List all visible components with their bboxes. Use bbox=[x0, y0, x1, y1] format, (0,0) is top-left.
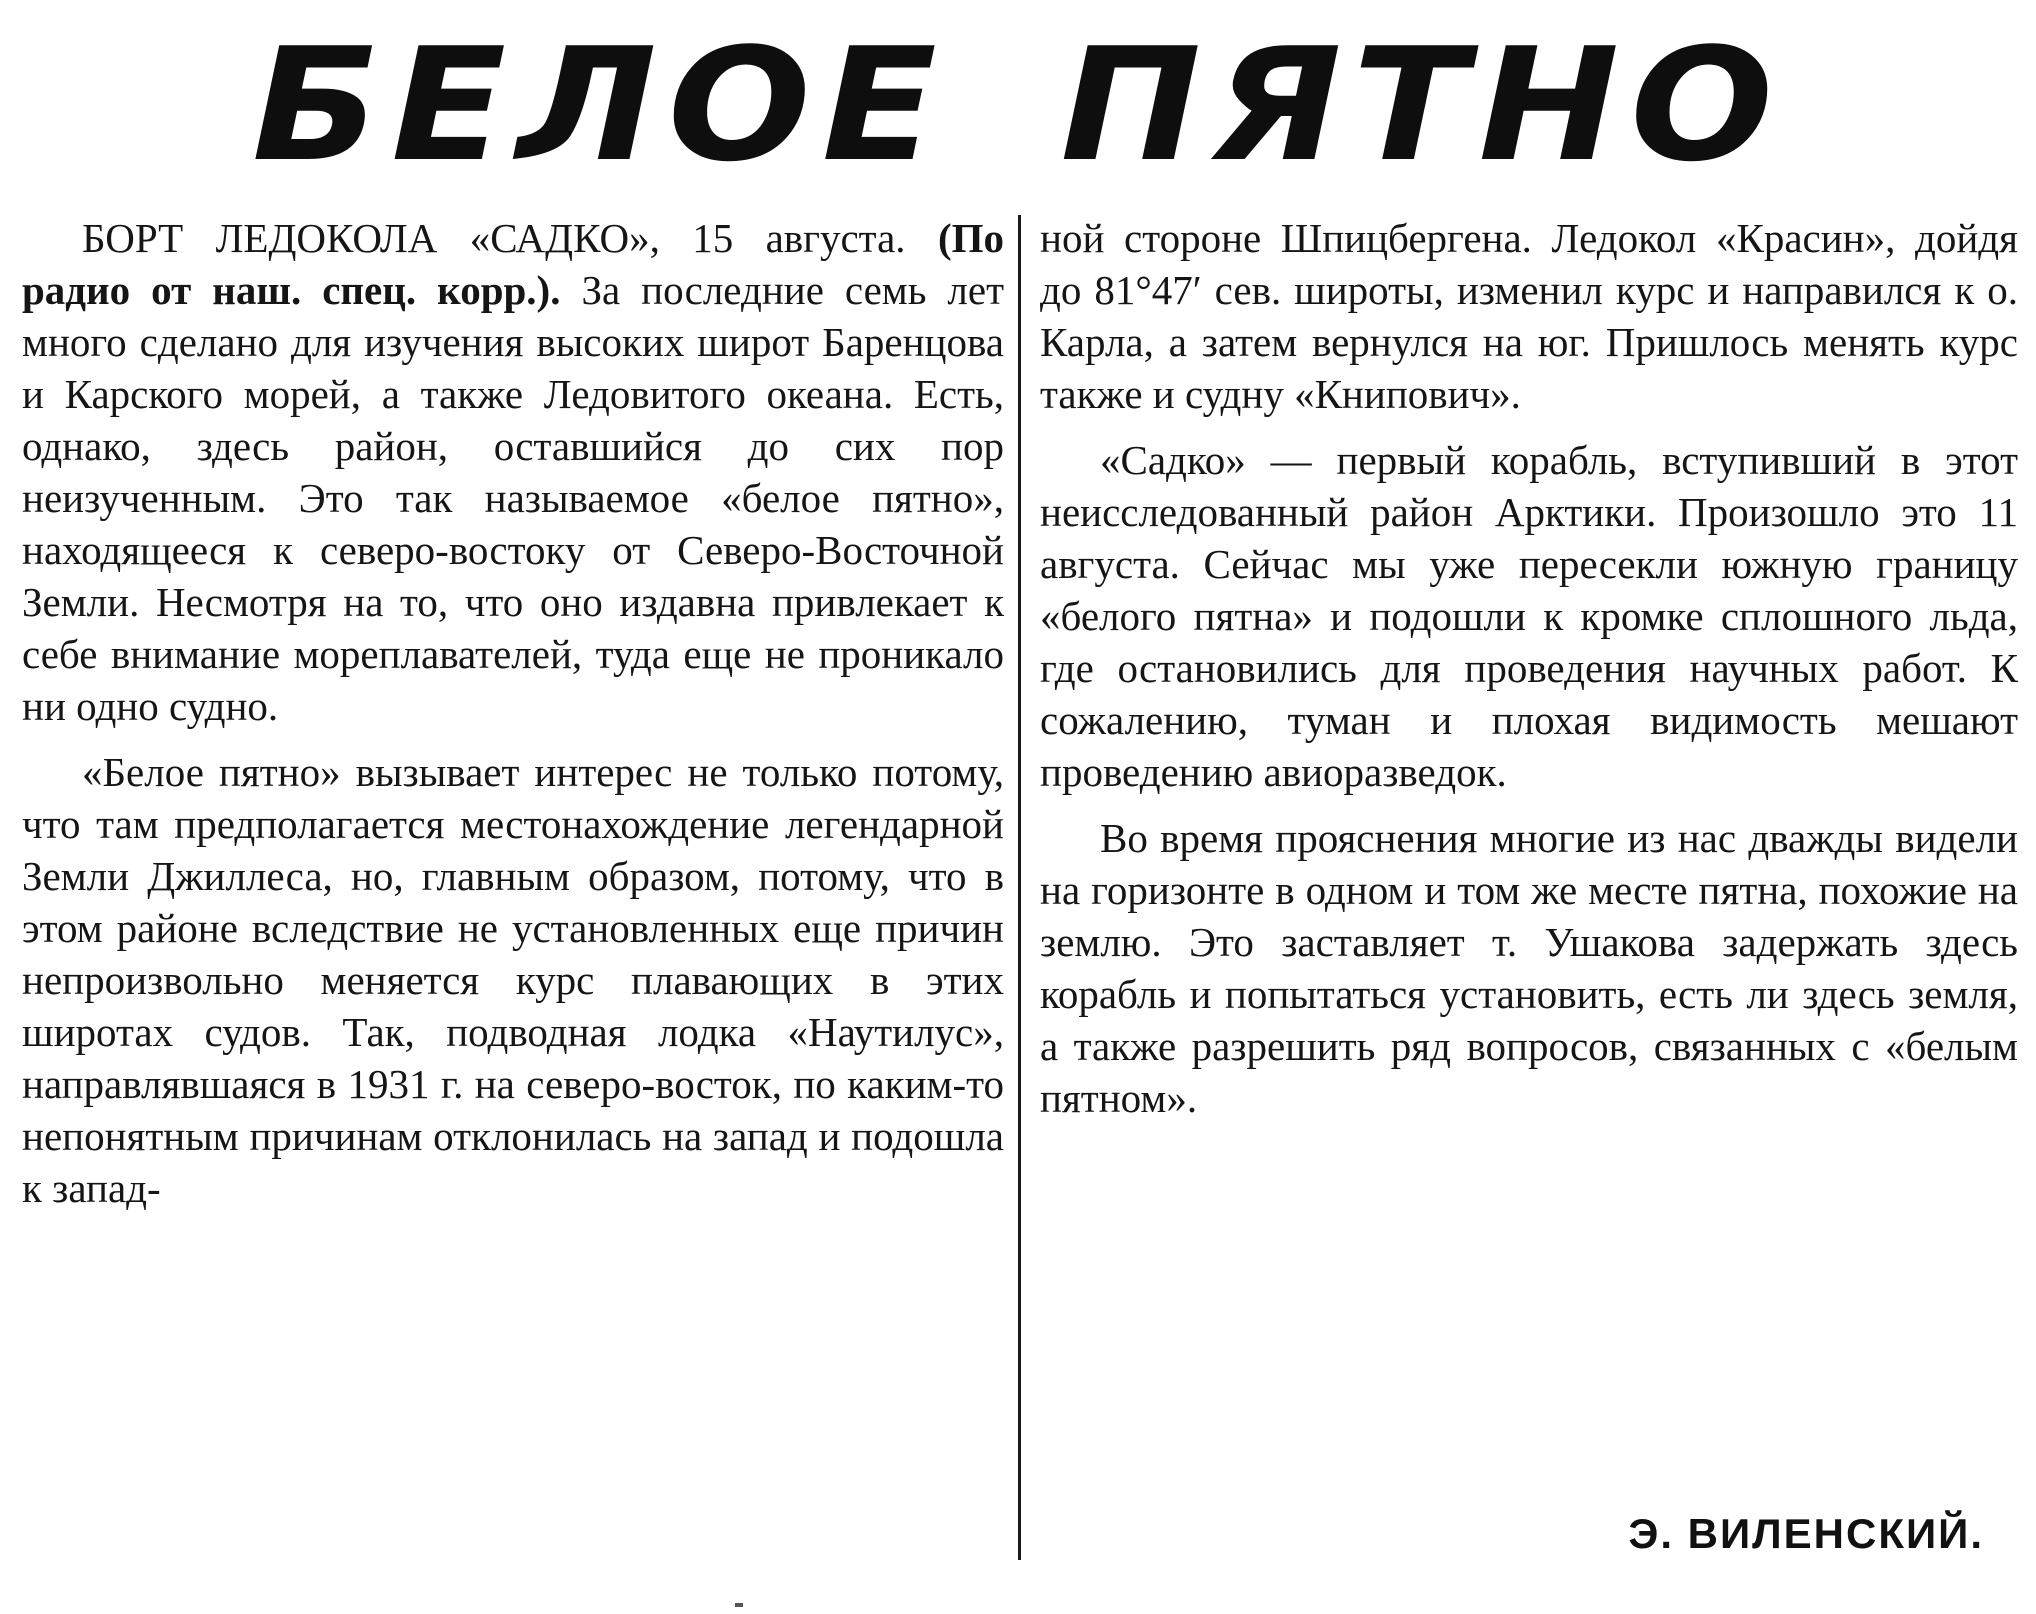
lead-paragraph-body: За последние семь лет много сделано для изучения высоких широт Баренцова и Карского морей, а также Ледовитого океана. Есть, однако, здесь район, оставшийся до сих пор неизученным. Это так называемое «белое пятно», находящееся к северо-востоку от Северо-Восточной Земли. Несмотря на то, что оно издавна привлекает к себе внимание мореплавателей, туда еще не проникало ни одно судно. bbox=[22, 267, 1005, 729]
paragraph-white-spot-interest: «Белое пятно» вызывает интерес не только потому, что там предполагается местонахождение легендарной Земли Джиллеса, но, главным образом, потому, что в этом районе вследствие не установленных еще причин непроизвольно меняется курс плавающих в этих широтах судов. Так, подводная лодка «Наутилус», направлявшаяся в 1931 г. на северо-восток, по каким-то непонятным причинам отклонилась на запад и подошла к запад- bbox=[22, 749, 1004, 1211]
author-signature: Э. ВИЛЕНСКИЙ. bbox=[1628, 1510, 1984, 1557]
paragraph-continuation: ной стороне Шпицбергена. Ледокол «Красин», дойдя до 81°47′ сев. широты, изменил курс и направился к о. Карла, а затем вернулся на юг. Пришлось менять курс также и судну «Книпович». bbox=[1040, 215, 2018, 417]
left-column bbox=[22, 212, 1004, 1228]
paragraph-land-sighting: Во время прояснения многие из нас дважды видели на горизонте в одном и том же месте пятна, похожие на землю. Это заставляет т. Ушакова задержать здесь корабль и попытаться установить, есть ли здесь земля, а также разрешить ряд вопросов, связанных с «белым пятном». bbox=[1040, 815, 2018, 1121]
article-headline: БЕЛОЕ ПЯТНО bbox=[251, 14, 1785, 196]
dateline: БОРТ ЛЕДОКОЛА «САДКО», 15 августа. bbox=[82, 215, 906, 261]
lead-paragraph bbox=[22, 212, 1004, 732]
paragraph-sadko-first-ship: «Садко» — первый корабль, вступивший в этот неисследованный район Арктики. Произошло это 11 августа. Сейчас мы уже пересекли южную границу «белого пятна» и подошли к кромке сплошного льда, где остановились для проведения научных работ. К сожалению, туман и плохая видимость мешают проведению авиоразведок. bbox=[1040, 437, 2018, 795]
source-note: (По радио от наш. спец. корр.). bbox=[22, 215, 1004, 313]
print-speck bbox=[735, 1603, 743, 1607]
right-column bbox=[1040, 212, 2018, 1138]
column-divider bbox=[1018, 215, 1021, 1560]
